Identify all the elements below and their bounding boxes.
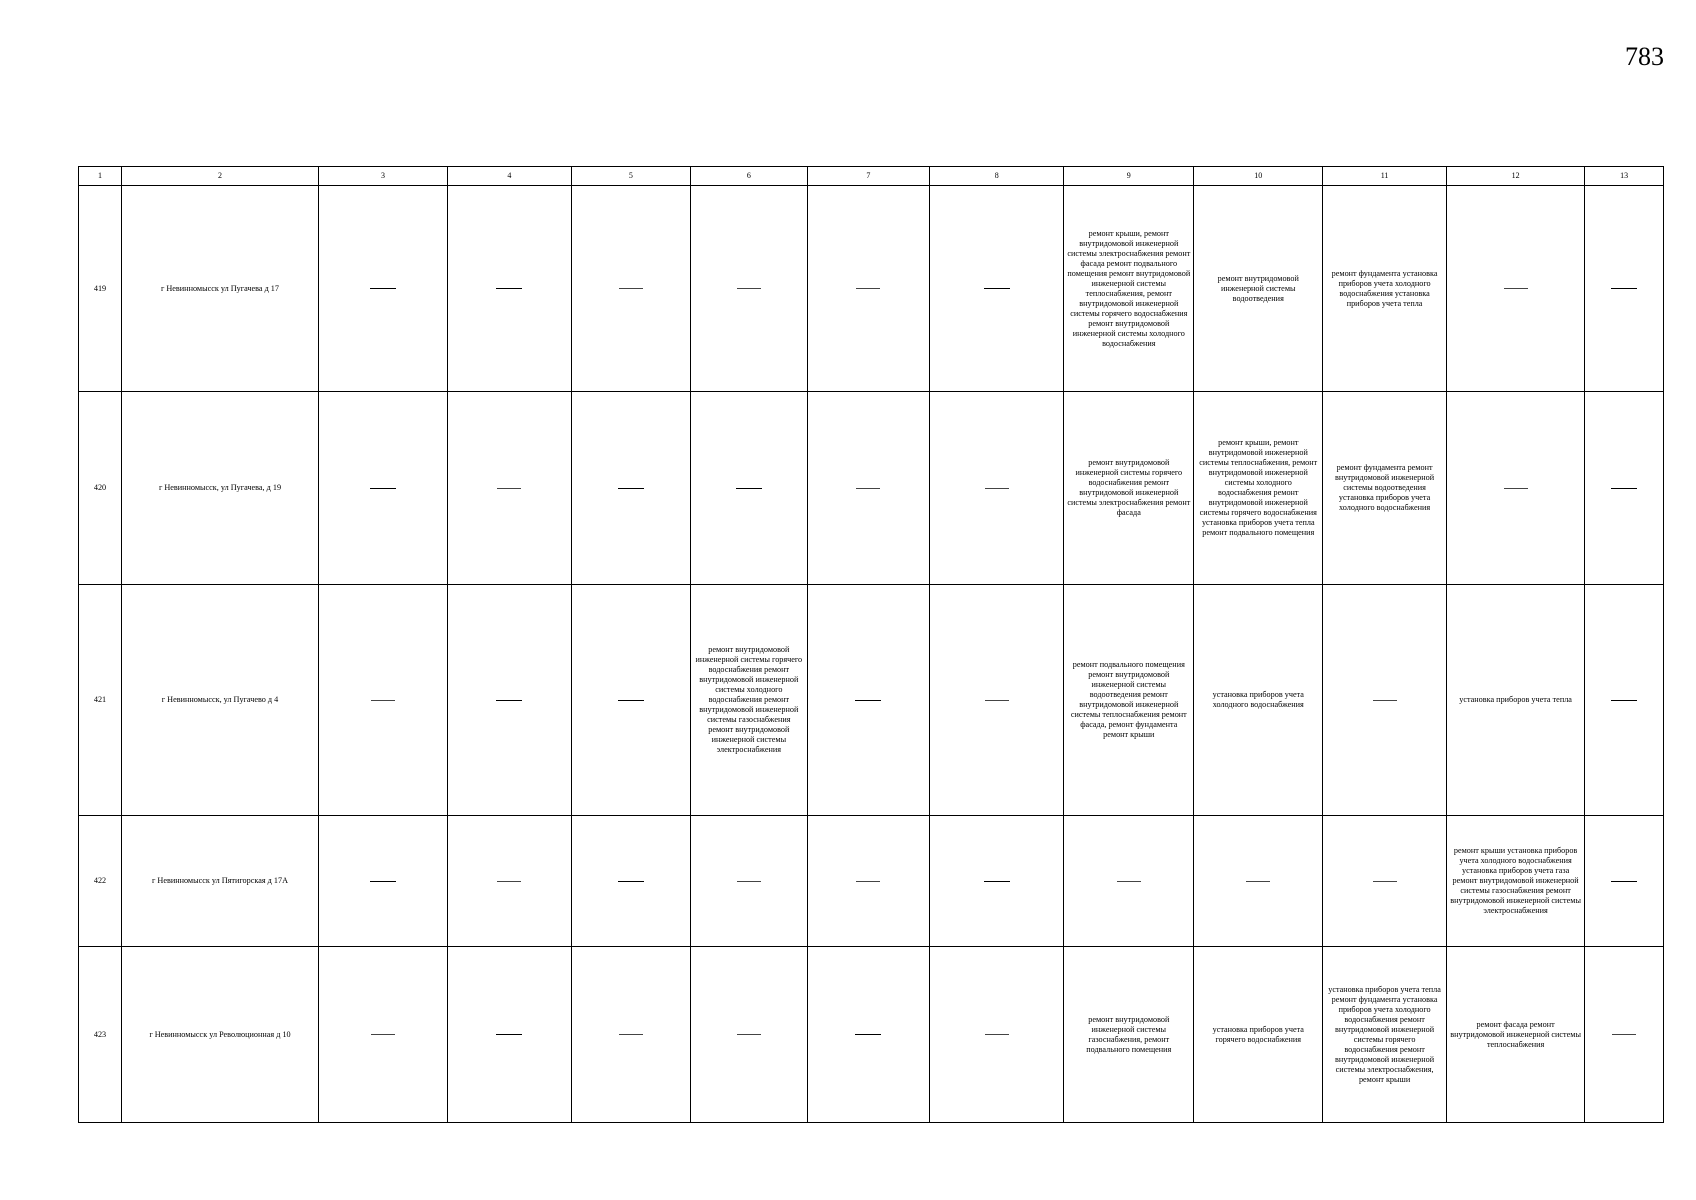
table-row <box>79 585 1664 816</box>
row-number: 421 <box>79 585 122 816</box>
table-row <box>79 816 1664 947</box>
empty-dash-cell <box>930 947 1064 1123</box>
empty-dash-cell <box>1585 392 1664 585</box>
table-row <box>79 186 1664 392</box>
empty-dash-cell <box>1585 186 1664 392</box>
column-header: 10 <box>1194 167 1323 186</box>
empty-dash-cell <box>691 186 807 392</box>
row-number: 420 <box>79 392 122 585</box>
empty-dash-cell <box>930 392 1064 585</box>
work-list-cell: ремонт внутридомовой инженерной системы горячего водоснабжения ремонт внутридомовой инженерной системы холодного водоснабжения ремонт внутридомовой инженерной системы газоснабжения ремонт внутридомовой инженерной системы электроснабжения <box>691 585 807 816</box>
work-list-cell: ремонт подвального помещения ремонт внутридомовой инженерной системы водоотведения ремонт внутридомовой инженерной системы теплоснабжения ремонт фасада, ремонт фундамента ремонт крыши <box>1064 585 1194 816</box>
address-cell: г Невинномысск, ул Пугачева, д 19 <box>121 392 318 585</box>
work-list-cell: ремонт фундамента установка приборов учета холодного водоснабжения установка приборов учета тепла <box>1323 186 1447 392</box>
row-number: 422 <box>79 816 122 947</box>
column-header: 1 <box>79 167 122 186</box>
empty-dash-cell <box>930 186 1064 392</box>
empty-dash-cell <box>1585 947 1664 1123</box>
table-row <box>79 392 1664 585</box>
empty-dash-cell <box>571 585 691 816</box>
row-number: 419 <box>79 186 122 392</box>
repair-program-table <box>78 166 1664 1123</box>
empty-dash-cell <box>1323 816 1447 947</box>
empty-dash-cell <box>930 816 1064 947</box>
empty-dash-cell <box>571 816 691 947</box>
column-header: 9 <box>1064 167 1194 186</box>
empty-dash-cell <box>319 186 448 392</box>
address-cell: г Невинномысск ул Революционная д 10 <box>121 947 318 1123</box>
address-cell: г Невинномысск ул Пугачева д 17 <box>121 186 318 392</box>
empty-dash-cell <box>691 816 807 947</box>
empty-dash-cell <box>807 186 930 392</box>
work-list-cell: ремонт фасада ремонт внутридомовой инженерной системы теплоснабжения <box>1446 947 1584 1123</box>
work-list-cell: установка приборов учета тепла <box>1446 585 1584 816</box>
column-header: 3 <box>319 167 448 186</box>
empty-dash-cell <box>807 816 930 947</box>
column-header: 7 <box>807 167 930 186</box>
empty-dash-cell <box>691 392 807 585</box>
work-list-cell: ремонт фундамента ремонт внутридомовой инженерной системы водоотведения установка приборов учета холодного водоснабжения <box>1323 392 1447 585</box>
empty-dash-cell <box>319 947 448 1123</box>
empty-dash-cell <box>447 585 571 816</box>
empty-dash-cell <box>447 392 571 585</box>
empty-dash-cell <box>319 816 448 947</box>
empty-dash-cell <box>1064 816 1194 947</box>
empty-dash-cell <box>807 585 930 816</box>
empty-dash-cell <box>447 947 571 1123</box>
empty-dash-cell <box>319 392 448 585</box>
work-list-cell: ремонт крыши, ремонт внутридомовой инженерной системы электроснабжения ремонт фасада ремонт подвального помещения ремонт внутридомовой инженерной системы теплоснабжения, ремонт внутридомовой инженерной системы горячего водоснабжения ремонт внутридомовой инженерной системы холодного водоснабжения <box>1064 186 1194 392</box>
page-number: 783 <box>1625 42 1664 71</box>
work-list-cell: ремонт крыши, ремонт внутридомовой инженерной системы теплоснабжения, ремонт внутридомовой инженерной системы холодного водоснабжения ремонт внутридомовой инженерной системы горячего водоснабжения установка приборов учета тепла ремонт подвального помещения <box>1194 392 1323 585</box>
work-list-cell: установка приборов учета горячего водоснабжения <box>1194 947 1323 1123</box>
empty-dash-cell <box>930 585 1064 816</box>
empty-dash-cell <box>807 947 930 1123</box>
work-list-cell: установка приборов учета тепла ремонт фундамента установка приборов учета холодного водоснабжения ремонт внутридомовой инженерной системы горячего водоснабжения ремонт внутридомовой инженерной системы электроснабжения, ремонт крыши <box>1323 947 1447 1123</box>
empty-dash-cell <box>571 186 691 392</box>
table-row <box>79 947 1664 1123</box>
empty-dash-cell <box>447 816 571 947</box>
column-header: 6 <box>691 167 807 186</box>
empty-dash-cell <box>319 585 448 816</box>
address-cell: г Невинномысск, ул Пугачево д 4 <box>121 585 318 816</box>
column-header: 4 <box>447 167 571 186</box>
work-list-cell: установка приборов учета холодного водоснабжения <box>1194 585 1323 816</box>
column-header: 12 <box>1446 167 1584 186</box>
empty-dash-cell <box>1585 585 1664 816</box>
work-list-cell: ремонт внутридомовой инженерной системы горячего водоснабжения ремонт внутридомовой инженерной системы электроснабжения ремонт фасада <box>1064 392 1194 585</box>
empty-dash-cell <box>691 947 807 1123</box>
empty-dash-cell <box>1446 392 1584 585</box>
empty-dash-cell <box>1194 816 1323 947</box>
column-header: 13 <box>1585 167 1664 186</box>
empty-dash-cell <box>1323 585 1447 816</box>
row-number: 423 <box>79 947 122 1123</box>
column-header: 2 <box>121 167 318 186</box>
empty-dash-cell <box>1446 186 1584 392</box>
address-cell: г Невинномысск ул Пятигорская д 17А <box>121 816 318 947</box>
column-header: 11 <box>1323 167 1447 186</box>
empty-dash-cell <box>447 186 571 392</box>
empty-dash-cell <box>1585 816 1664 947</box>
work-list-cell: ремонт внутридомовой инженерной системы водоотведения <box>1194 186 1323 392</box>
work-list-cell: ремонт крыши установка приборов учета холодного водоснабжения установка приборов учета газа ремонт внутридомовой инженерной системы газоснабжения ремонт внутридомовой инженерной системы электроснабжения <box>1446 816 1584 947</box>
column-header: 5 <box>571 167 691 186</box>
column-number-row <box>79 167 1664 186</box>
work-list-cell: ремонт внутридомовой инженерной системы газоснабжения, ремонт подвального помещения <box>1064 947 1194 1123</box>
column-header: 8 <box>930 167 1064 186</box>
empty-dash-cell <box>571 947 691 1123</box>
empty-dash-cell <box>807 392 930 585</box>
empty-dash-cell <box>571 392 691 585</box>
